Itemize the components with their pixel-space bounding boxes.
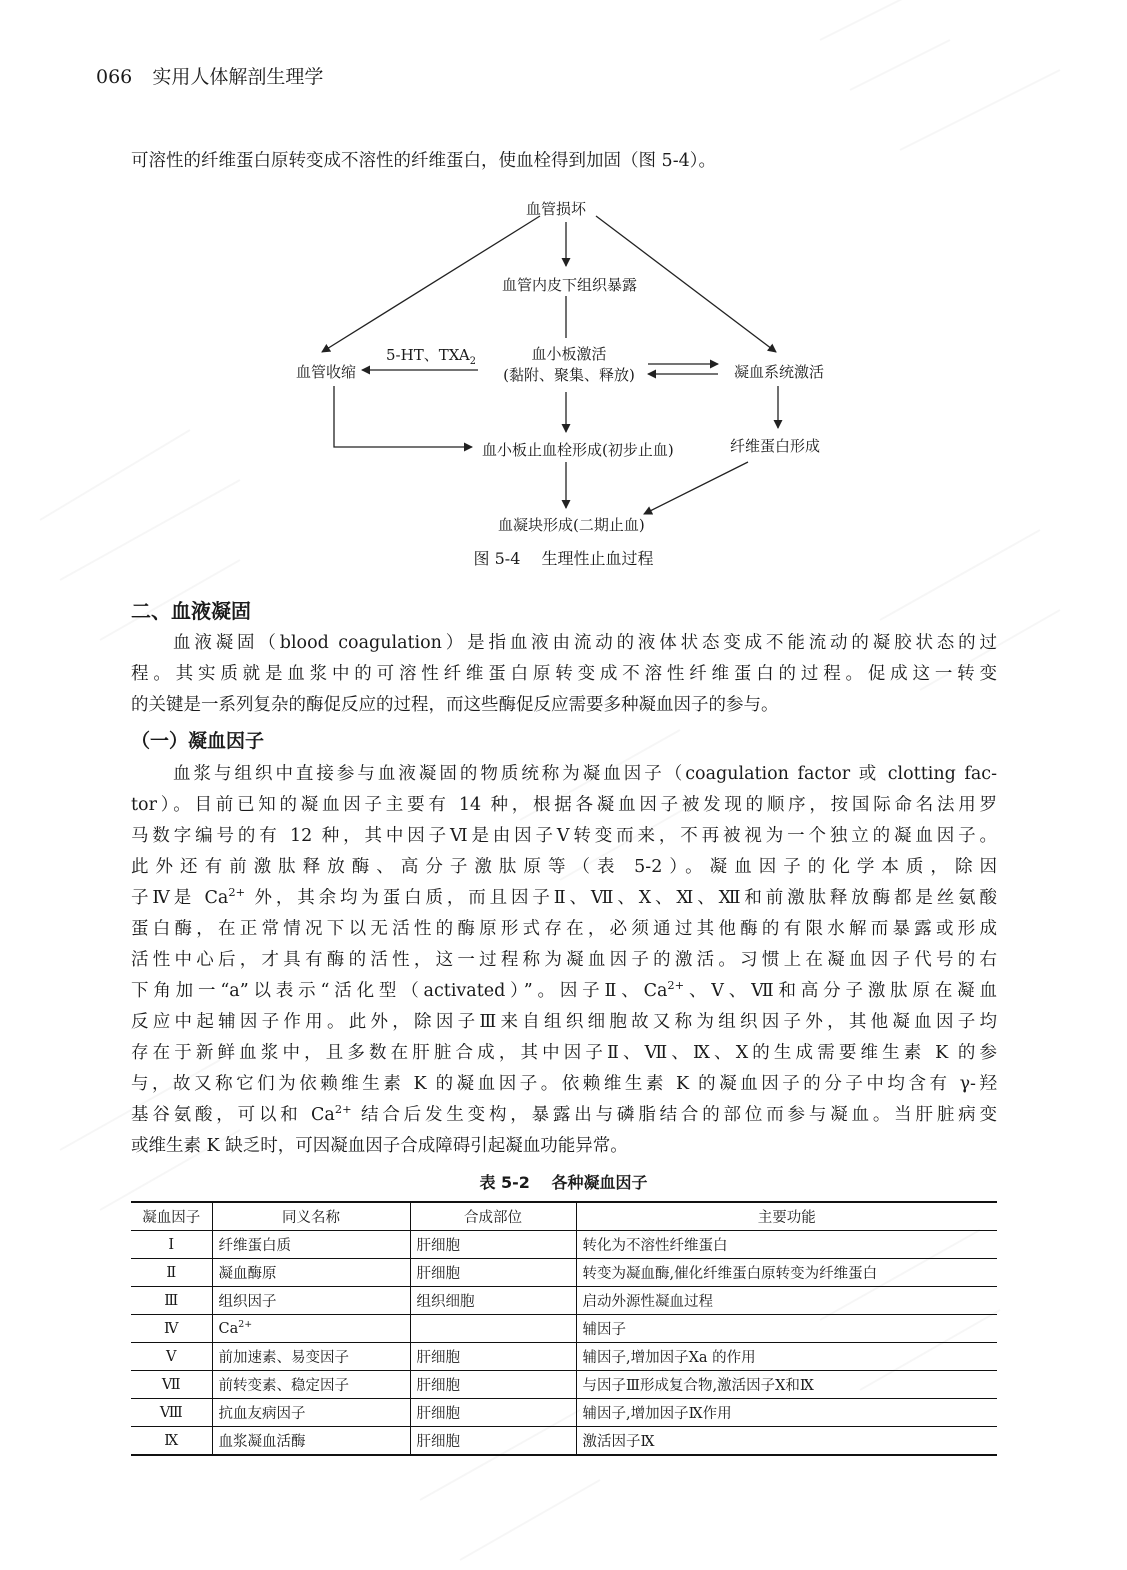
factor-function: 与因子Ⅲ形成复合物,激活因子Ⅹ和Ⅸ	[576, 1371, 997, 1399]
table-header-cell: 合成部位	[410, 1202, 576, 1231]
factor-number: Ⅰ	[168, 1236, 175, 1253]
factor-function: 启动外源性凝血过程	[576, 1287, 997, 1315]
ca-label: Ca	[218, 1320, 239, 1337]
factor-function: 转变为凝血酶,催化纤维蛋白原转变为纤维蛋白	[576, 1259, 997, 1287]
figure-caption-title: 生理性止血过程	[541, 549, 654, 568]
para2-line-6: 蛋白酶，在正常情况下以无活性的酶原形式存在，必须通过其他酶的有限水解而暴露或形成	[131, 919, 997, 939]
table-row	[131, 1427, 997, 1456]
factor-synonym	[212, 1315, 410, 1343]
table-caption	[0, 1170, 1127, 1193]
node-clot-formation: 血凝块形成(二期止血)	[498, 516, 645, 534]
factor-number: Ⅸ	[164, 1432, 179, 1449]
table-header-cell: 主要功能	[576, 1202, 997, 1231]
para2-line-9: 反应中起辅因子作用。此外，除因子Ⅲ来自组织细胞故又称为组织因子外，其他凝血因子均	[131, 1012, 997, 1032]
table-caption-number: 表 5-2	[479, 1173, 530, 1192]
platelet-activation-detail: (黏附、聚集、释放)	[503, 366, 635, 384]
node-vasoconstriction: 血管收缩	[296, 363, 357, 381]
para1-line-1: 血液凝固（blood coagulation）是指血液由流动的液体状态变成不能流动的凝胶状态的过	[173, 633, 997, 653]
para2-line-5a: 子Ⅳ是 Ca	[131, 888, 229, 908]
factor-synonym: 血浆凝血活酶	[212, 1427, 410, 1456]
book-title: 实用人体解剖生理学	[152, 66, 324, 88]
intro-line: 可溶性的纤维蛋白原转变成不溶性的纤维蛋白，使血栓得到加固（图 5-4）。	[131, 151, 716, 171]
node-platelet-activation	[494, 344, 644, 386]
edge-label-5ht-txa2	[386, 344, 476, 365]
figure-caption-number: 图 5-4	[473, 549, 521, 568]
table-row	[131, 1287, 997, 1315]
para2-line-13: 或维生素 K 缺乏时，可因凝血因子合成障碍引起凝血功能异常。	[131, 1136, 628, 1156]
coagulation-factor-table	[131, 1201, 997, 1456]
hemostasis-diagram	[0, 0, 1127, 560]
factor-site: 肝细胞	[410, 1427, 576, 1456]
para1-line-2: 程。其实质就是血浆中的可溶性纤维蛋白原转变成不溶性纤维蛋白的过程。促成这一转变	[131, 664, 997, 684]
figure-caption	[0, 546, 1127, 569]
para2-line-12	[131, 1100, 997, 1131]
table-row	[131, 1231, 997, 1259]
para1-line-3: 的关键是一系列复杂的酶促反应的过程，而这些酶促反应需要多种凝血因子的参与。	[131, 695, 779, 715]
factor-function: 辅因子,增加因子Ⅸ作用	[576, 1399, 997, 1427]
table-row	[131, 1399, 997, 1427]
para2-line-1: 血浆与组织中直接参与血液凝固的物质统称为凝血因子（coagulation factor 或 clotting fac-	[173, 764, 997, 784]
node-fibrin-formation: 纤维蛋白形成	[730, 437, 821, 455]
factor-synonym: 纤维蛋白质	[212, 1231, 410, 1259]
arrow-fibrin-to-clot	[644, 462, 748, 514]
factors-paragraph	[131, 759, 997, 1162]
factor-number: Ⅱ	[166, 1264, 177, 1281]
section-heading: 二、血液凝固	[131, 599, 251, 623]
table-header-cell: 凝血因子	[142, 1210, 201, 1226]
node-subendothelium: 血管内皮下组织暴露	[502, 276, 638, 294]
table-header-cell: 同义名称	[212, 1202, 410, 1231]
table-row	[131, 1343, 997, 1371]
factor-function: 激活因子Ⅸ	[576, 1427, 997, 1456]
para2-line-10: 存在于新鲜血浆中，且多数在肝脏合成，其中因子Ⅱ、Ⅶ、Ⅸ、Ⅹ的生成需要维生素 K 的参	[131, 1043, 997, 1063]
factor-function: 转化为不溶性纤维蛋白	[576, 1231, 997, 1259]
table-row	[131, 1259, 997, 1287]
node-vessel-damage: 血管损坏	[526, 200, 587, 218]
para2-line-8a: 下角加一“a”以表示“活化型（activated）”。因子Ⅱ、Ca	[131, 981, 668, 1001]
factor-site	[410, 1315, 576, 1343]
arrow-constriction-to-plug	[334, 386, 472, 447]
factor-synonym: 抗血友病因子	[212, 1399, 410, 1427]
ca-superscript: 2+	[228, 885, 246, 900]
coagulation-paragraph	[131, 628, 997, 721]
factor-synonym: 前加速素、易变因子	[212, 1343, 410, 1371]
node-platelet-plug: 血小板止血栓形成(初步止血)	[482, 441, 674, 459]
factor-synonym: 组织因子	[212, 1287, 410, 1315]
factor-function: 辅因子,增加因子Ⅹa 的作用	[576, 1343, 997, 1371]
ca-superscript: 2+	[238, 1318, 253, 1330]
para2-line-8b: 、Ⅴ、Ⅶ和高分子激肽原在凝血	[684, 981, 997, 1001]
factor-synonym: 凝血酶原	[212, 1259, 410, 1287]
factor-number: Ⅶ	[161, 1376, 181, 1393]
para2-line-4: 此外还有前激肽释放酶、高分子激肽原等（表 5-2）。凝血因子的化学本质，除因	[131, 857, 997, 877]
node-coag-activation: 凝血系统激活	[734, 363, 825, 381]
factor-number: Ⅴ	[166, 1348, 177, 1365]
table-row	[131, 1315, 997, 1343]
factor-site: 肝细胞	[410, 1399, 576, 1427]
factor-site: 肝细胞	[410, 1259, 576, 1287]
table-row	[131, 1371, 997, 1399]
ca-superscript: 2+	[667, 978, 685, 993]
factor-number: Ⅳ	[164, 1320, 179, 1337]
para2-line-12a: 基谷氨酸，可以和 Ca	[131, 1105, 335, 1125]
factor-site: 肝细胞	[410, 1371, 576, 1399]
factor-number: Ⅷ	[159, 1404, 183, 1421]
table-header-row	[131, 1202, 997, 1231]
para2-line-2: tor）。目前已知的凝血因子主要有 14 种，根据各凝血因子被发现的顺序，按国际命名法用罗	[131, 795, 997, 815]
table-caption-title: 各种凝血因子	[551, 1173, 648, 1192]
ca-superscript: 2+	[334, 1102, 352, 1117]
factor-function: 辅因子	[576, 1315, 997, 1343]
factor-number: Ⅲ	[164, 1292, 179, 1309]
para2-line-11: 与，故又称它们为依赖维生素 K 的凝血因子。依赖维生素 K 的凝血因子的分子中均含有 γ-羟	[131, 1074, 997, 1094]
edge-label-main: 5-HT、TXA	[386, 346, 470, 364]
para2-line-12b: 结合后发生变构，暴露出与磷脂结合的部位而参与凝血。当肝脏病变	[351, 1105, 997, 1125]
edge-label-sub: 2	[469, 356, 476, 367]
factor-site: 肝细胞	[410, 1343, 576, 1371]
factor-site: 组织细胞	[410, 1287, 576, 1315]
para2-line-3: 马数字编号的有 12 种，其中因子Ⅵ是由因子Ⅴ转变而来，不再被视为一个独立的凝血因子。	[131, 826, 997, 846]
factor-synonym: 前转变素、稳定因子	[212, 1371, 410, 1399]
platelet-activation-label: 血小板激活	[531, 345, 607, 363]
subsection-heading: （一）凝血因子	[131, 730, 265, 752]
factor-site: 肝细胞	[410, 1231, 576, 1259]
para2-line-5	[131, 883, 997, 914]
page-number: 066	[96, 66, 133, 88]
para2-line-8	[131, 976, 997, 1007]
para2-line-5b: 外，其余均为蛋白质，而且因子Ⅱ、Ⅶ、Ⅹ、Ⅺ、Ⅻ和前激肽释放酶都是丝氨酸	[245, 888, 997, 908]
para2-line-7: 活性中心后，才具有酶的活性，这一过程称为凝血因子的激活。习惯上在凝血因子代号的右	[131, 950, 997, 970]
